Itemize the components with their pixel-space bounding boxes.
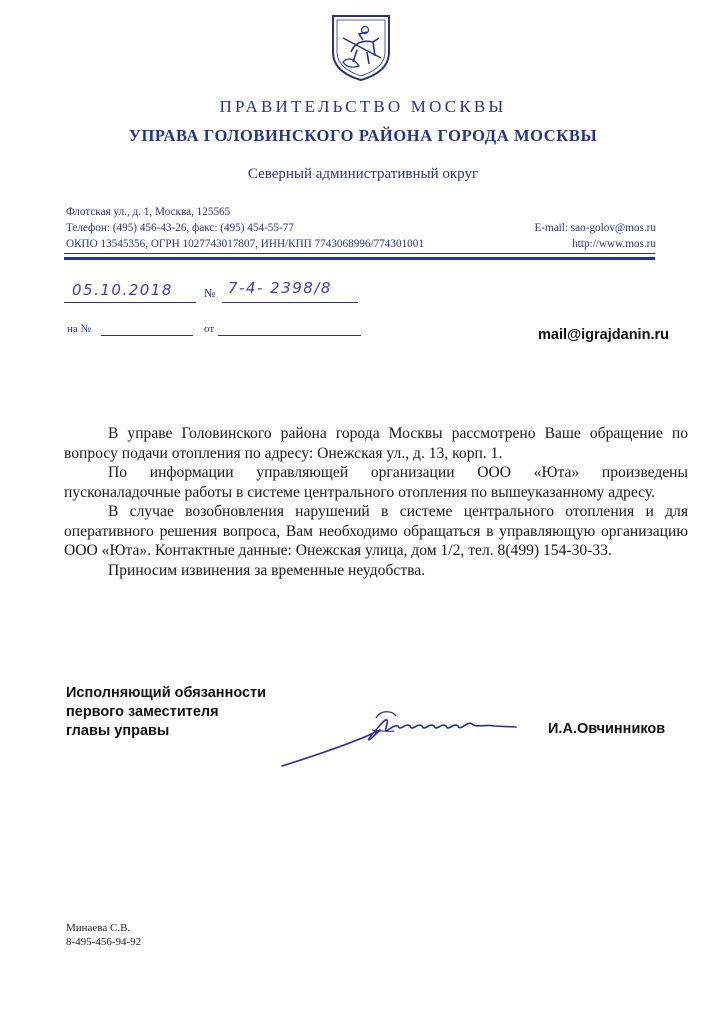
district-title: Северный административный округ [247,166,479,182]
registration-number-line [222,302,358,303]
registration-date-line [64,302,196,303]
registration-date: 05.10.2018 [72,281,173,299]
website-line: http://www.mos.ru [572,238,656,250]
phone-line: Телефон: (495) 456-43-26, факс: (495) 454-55-77 [66,222,294,234]
header-divider-thick [64,257,655,260]
reference-date-label: от [204,323,215,335]
registration-number: 7-4- 2398/8 [228,279,332,297]
organization-title: УПРАВА ГОЛОВИНСКОГО РАЙОНА ГОРОДА МОСКВЫ [128,126,598,145]
reference-number-line [101,335,193,336]
executor-phone: 8-495-456-94-92 [66,936,142,948]
paragraph-4: Приносим извинения за временные неудобства. [108,561,426,579]
contacts-right [534,220,656,252]
paragraph-1: В управе Головинского района города Москвы рассмотрено Ваше обращение по вопросу подачи отопления по адресу: Онежская ул., д. 13, корп. 1. [64,425,688,462]
codes-line: ОКПО 13545356, ОГРН 1027743017807, ИНН/КПП 7743068996/774301001 [66,238,424,250]
reference-date-line [218,335,361,336]
executor-name: Минаева С.В. [66,922,131,934]
government-title: ПРАВИТЕЛЬСТВО МОСКВЫ [219,97,507,116]
letter-body [64,424,688,580]
signatory-title-line-3: главы управы [66,723,170,739]
email-line: E-mail: sao-golov@mos.ru [534,222,656,234]
signatory-name: И.А.Овчинников [548,721,666,737]
handwritten-signature [280,700,540,770]
registration-number-label: № [204,286,216,300]
signatory-title-line-2: первого заместителя [66,704,219,720]
contacts-left [66,204,424,252]
header-divider-thin [64,253,655,254]
executor-info [66,921,141,949]
address-line: Флотская ул., д. 1, Москва, 125565 [66,206,231,218]
paragraph-3: В случае возобновления нарушений в системе центрального отопления и для оперативного решения вопроса, Вам необходимо обращаться в управляющую организацию ООО «Юта». Контактные данные: Онежская улица, дом 1/2, тел. 8(499) 154-30-33. [64,503,688,559]
signatory-title-line-1: Исполняющий обязанности [66,685,267,701]
signatory-title [66,684,266,741]
recipient-email: mail@igrajdanin.ru [538,327,669,343]
paragraph-2: По информации управляющей организации ООО «Юта» произведены пусконаладочные работы в системе центрального отопления по вышеуказанному адресу. [64,464,688,501]
moscow-coat-of-arms-icon [329,12,393,82]
reference-number-label: на № [67,323,92,335]
